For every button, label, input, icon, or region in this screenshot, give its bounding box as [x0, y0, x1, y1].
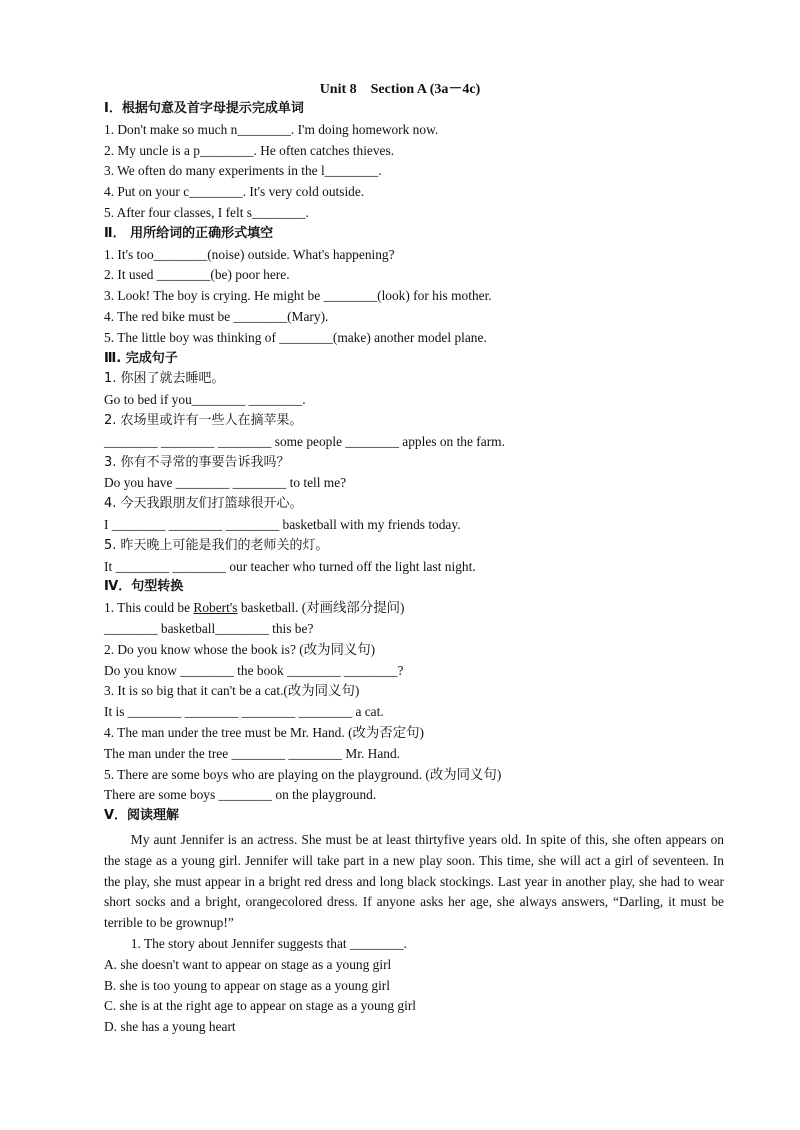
section-3-english-blank: ________ ________ ________ some people ________ apples on the farm.: [104, 433, 505, 449]
section-3-chinese-prompt: 2. 农场里或许有一些人在摘苹果。: [104, 412, 303, 428]
underlined-word: Robert's: [193, 600, 238, 616]
section-3-english-blank: It ________ ________ our teacher who turned off the light last night.: [104, 558, 476, 574]
section-4-answer-blank: ________ basketball________ this be?: [104, 620, 314, 636]
section-5-heading: Ⅴ．阅读理解: [104, 808, 180, 824]
section-4-question: [104, 598, 724, 619]
section-2-item: 5. The little boy was thinking of ________(make) another model plane.: [104, 329, 487, 345]
section-3-chinese-prompt: 4. 今天我跟朋友们打篮球很开心。: [104, 496, 303, 512]
reading-passage: My aunt Jennifer is an actress. She must be at least thirtyfive years old. In spite of this, she often appears on the stage as a young girl. Jennifer will take part in a new play soon. This time, she will act a girl of seventeen. In the play, she must appear in a bright red dress and long black stockings. Last year in another play, she had to wear short socks and a bright, orangecolored dress. If anyone asks her age, she always answers, “Darling, it must be terrible to be grownup!”: [104, 832, 724, 931]
section-4-answer-blank: Do you know ________ the book ________ ________?: [104, 662, 404, 678]
section-1-item: 3. We often do many experiments in the l________.: [104, 163, 382, 179]
answer-option: A. she doesn't want to appear on stage as a young girl: [104, 956, 392, 972]
question-text: basketball. (对画线部分提问): [237, 600, 405, 616]
reading-section: [104, 830, 724, 1038]
section-1-item: 5. After four classes, I felt s________.: [104, 204, 309, 220]
section-1-heading: Ⅰ．根据句意及首字母提示完成单词: [104, 101, 304, 116]
answer-option: D. she has a young heart: [104, 1019, 236, 1035]
section-4-question: 5. There are some boys who are playing on the playground. (改为同义句): [104, 766, 502, 782]
answer-option: C. she is at the right age to appear on stage as a young girl: [104, 998, 416, 1014]
worksheet-content: [104, 99, 724, 827]
section-3-english-blank: I ________ ________ ________ basketball with my friends today.: [104, 516, 461, 532]
section-1-item: 4. Put on your c________. It's very cold outside.: [104, 184, 365, 200]
section-3-heading: Ⅲ. 完成句子: [104, 350, 178, 366]
section-3-english-blank: Go to bed if you________ ________.: [104, 392, 306, 408]
section-1-item: 1. Don't make so much n________. I'm doing homework now.: [104, 121, 439, 137]
section-4-answer-blank: It is ________ ________ ________ ________ a cat.: [104, 704, 384, 720]
section-2-item: 4. The red bike must be ________(Mary).: [104, 308, 329, 324]
section-4-question: 2. Do you know whose the book is? (改为同义句): [104, 641, 376, 657]
section-2-item: 1. It's too________(noise) outside. What's happening?: [104, 246, 395, 262]
section-4-answer-blank: There are some boys ________ on the playground.: [104, 787, 377, 803]
page-title: Unit 8 Section A (3a－4c): [319, 82, 481, 97]
section-4-heading: Ⅳ．句型转换: [104, 579, 184, 595]
section-3-chinese-prompt: 5. 昨天晚上可能是我们的老师关的灯。: [104, 537, 329, 553]
section-4-question: 3. It is so big that it can't be a cat.(改为同义句): [104, 683, 360, 699]
section-3-chinese-prompt: 3. 你有不寻常的事要告诉我吗？: [104, 454, 290, 470]
section-2-item: 3. Look! The boy is crying. He might be ________(look) for his mother.: [104, 288, 492, 304]
reading-question: 1. The story about Jennifer suggests that ________.: [130, 935, 407, 951]
question-text: 1. This could be: [104, 600, 194, 616]
section-1-item: 2. My uncle is a p________. He often catches thieves.: [104, 142, 395, 158]
section-4-question: 4. The man under the tree must be Mr. Hand. (改为否定句): [104, 724, 424, 740]
section-3-english-blank: Do you have ________ ________ to tell me?: [104, 475, 347, 491]
section-2-item: 2. It used ________(be) poor here.: [104, 267, 290, 283]
section-3-chinese-prompt: 1. 你困了就去睡吧。: [104, 371, 225, 387]
section-2-heading: Ⅱ． 用所给词的正确形式填空: [104, 225, 274, 241]
answer-option: B. she is too young to appear on stage as a young girl: [104, 977, 390, 993]
section-4-answer-blank: The man under the tree ________ ________ Mr. Hand.: [104, 745, 401, 761]
